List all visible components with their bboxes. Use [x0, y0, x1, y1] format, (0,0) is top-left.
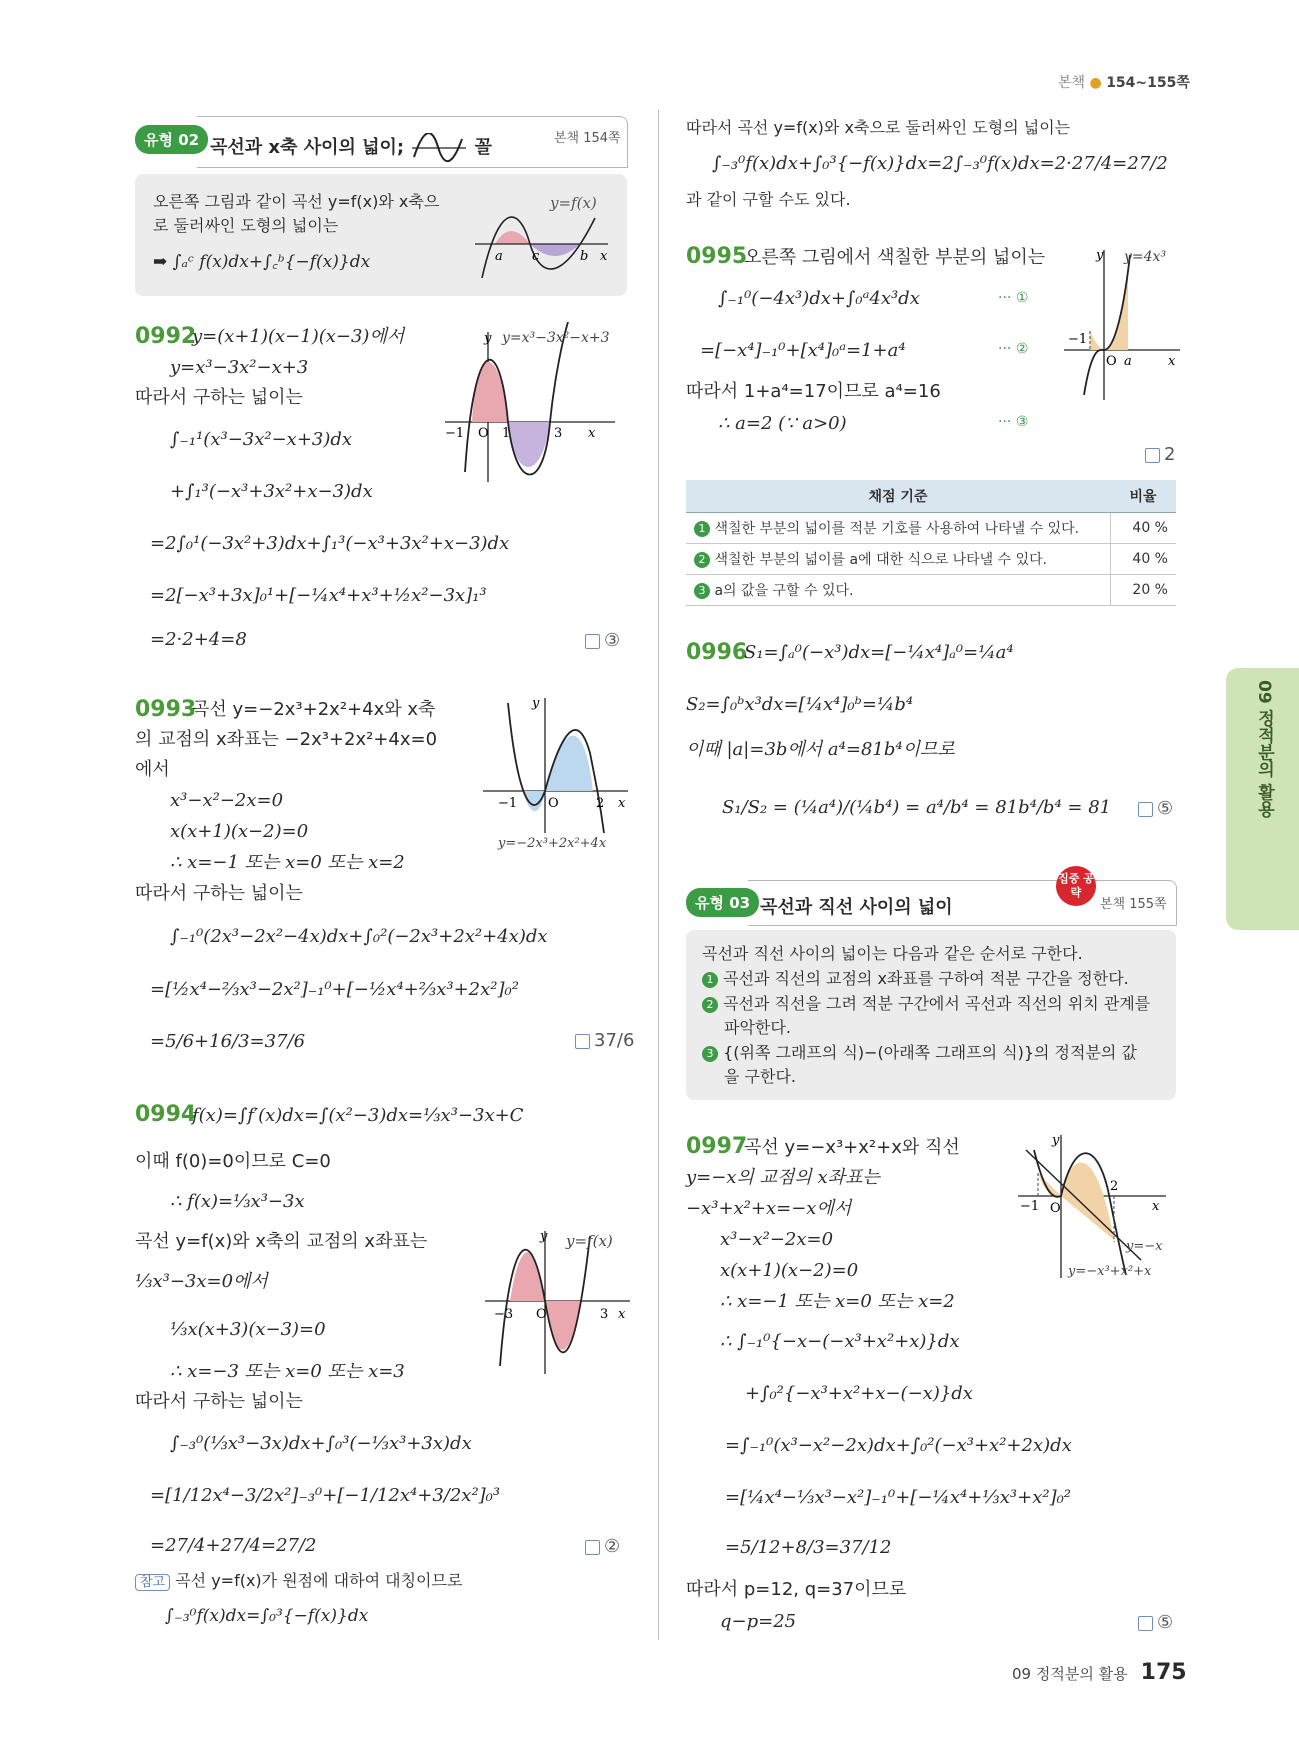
- p0993-graph-label: y=−2x³+2x²+4x: [498, 836, 607, 851]
- p0994-note-line-2: ∫₋₃⁰f(x)dx=∫₀³{−f(x)}dx: [165, 1606, 369, 1626]
- scoring-header-row: [686, 480, 1176, 513]
- p0993-tick-o: O: [548, 796, 559, 811]
- p0994-line-5: ⅓x³−3x=0에서: [135, 1271, 268, 1292]
- type03-ref: 본책 155쪽: [1100, 897, 1167, 912]
- p0992-line-5: +∫₁³(−x³+3x²+x−3)dx: [170, 481, 373, 502]
- p0993-line-7: 따라서 구하는 넓이는: [135, 883, 303, 904]
- p0992-line-6: =2∫₀¹(−3x²+3)dx+∫₁³(−x³+3x²+x−3)dx: [150, 533, 510, 554]
- p0997-line-2: y=−x의 교점의 x좌표는: [686, 1167, 880, 1188]
- scoring-text: [686, 513, 1110, 544]
- p0995-line-5: ∴ a=2 (∵ a>0): [718, 413, 847, 434]
- p0994-line-2: 이때 f(0)=0이므로 C=0: [135, 1151, 331, 1172]
- p0995-line-4: 따라서 1+a⁴=17이므로 a⁴=16: [686, 381, 941, 402]
- p0992-line-3: 따라서 구하는 넓이는: [135, 387, 303, 408]
- answer-icon: [1138, 802, 1153, 817]
- footer-chapter: 09 정적분의 활용: [1012, 1665, 1128, 1683]
- p0995-line-1: 오른쪽 그림에서 색칠한 부분의 넓이는: [744, 247, 1046, 268]
- p0994-note: [135, 1568, 462, 1591]
- scoring-pct-2: 40 %: [1110, 544, 1176, 575]
- p0993-answer-value: 37/6: [594, 1030, 635, 1051]
- p0994-line-6: ⅓x(x+3)(x−3)=0: [170, 1319, 326, 1340]
- p0996-answer-value: ⑤: [1157, 798, 1174, 819]
- p0997-line-10: =[¼x⁴−⅓x³−x²]₋₁⁰+[−¼x⁴+⅓x³+x²]₀²: [725, 1487, 1072, 1508]
- p0995-step-1-mark: ①: [1015, 290, 1029, 306]
- p0993-line-6: ∴ x=−1 또는 x=0 또는 x=2: [170, 852, 405, 873]
- p0994-line-11: =27/4+27/4=27/2: [150, 1535, 317, 1556]
- p0994-line-9: ∫₋₃⁰(⅓x³−3x)dx+∫₀³(−⅓x³+3x)dx: [170, 1433, 472, 1454]
- type03-intro: 곡선과 직선 사이의 넓이는 다음과 같은 순서로 구한다.: [702, 944, 1083, 963]
- header-pages: 154~155쪽: [1106, 75, 1190, 91]
- p0997-line-13: q−p=25: [720, 1611, 797, 1632]
- p0992-line-2: y=x³−3x²−x+3: [170, 357, 309, 378]
- p0995-step-3-mark: ③: [1015, 414, 1029, 430]
- p0995-tick-x: x: [1168, 354, 1176, 369]
- type02-graph-label: y=f(x): [550, 194, 597, 212]
- p0994-tick-3: 3: [600, 1307, 609, 1322]
- type03-step-3-text: {(위쪽 그래프의 식)−(아래쪽 그래프의 식)}의 정적분의 값: [723, 1043, 1137, 1062]
- p0992-tick-y: y: [484, 331, 492, 346]
- p0997-line-8: +∫₀²{−x³+x²+x−(−x)}dx: [745, 1383, 973, 1404]
- p0992-tick-3: 3: [554, 426, 563, 441]
- answer-icon: [1145, 448, 1160, 463]
- type03-step-1-text: 곡선과 직선의 교점의 x좌표를 구하여 적분 구간을 정한다.: [723, 969, 1129, 988]
- p0994-tick-n3: −3: [494, 1307, 514, 1322]
- column-divider: [658, 110, 659, 1640]
- problem-number-0996: 0996: [686, 640, 748, 665]
- problem-number-0994: 0994: [135, 1102, 197, 1127]
- p0993-answer: [575, 1030, 634, 1051]
- step-mark: 1: [694, 521, 710, 537]
- p0997-line-9: =∫₋₁⁰(x³−x²−2x)dx+∫₀²(−x³+x²+2x)dx: [725, 1435, 1072, 1456]
- header-dot: ●: [1089, 75, 1102, 91]
- scoring-pct-3: 20 %: [1110, 575, 1176, 606]
- p0993-line-2: 의 교점의 x좌표는 −2x³+2x²+4x=0: [135, 729, 438, 750]
- p0997-line-4: x³−x²−2x=0: [720, 1229, 834, 1250]
- p0995-graph: [1062, 245, 1182, 405]
- type02-title-text: 곡선과 x축 사이의 넓이;: [210, 137, 405, 158]
- problem-number-0992: 0992: [135, 324, 197, 349]
- p0993-tick-n1: −1: [498, 796, 518, 811]
- p0993-tick-y: y: [532, 696, 540, 711]
- p0993-line-3: 에서: [135, 759, 170, 780]
- p0997-line-6: ∴ x=−1 또는 x=0 또는 x=2: [720, 1291, 955, 1312]
- p0994-line-8: 따라서 구하는 넓이는: [135, 1391, 303, 1412]
- p0992-answer: [585, 630, 620, 651]
- scoring-text: [686, 575, 1110, 606]
- problem-number-0993: 0993: [135, 697, 197, 722]
- p0995-tick-y: y: [1096, 248, 1104, 263]
- answer-icon: [585, 634, 600, 649]
- scoring-table: [686, 480, 1176, 606]
- p0993-graph: [478, 693, 638, 853]
- type02-desc-1: 오른쪽 그림과 같이 곡선 y=f(x)와 x축으: [153, 192, 440, 211]
- p0994-tick-o: O: [536, 1307, 547, 1322]
- p0993-line-8: ∫₋₁⁰(2x³−2x²−4x)dx+∫₀²(−2x³+2x²+4x)dx: [170, 926, 548, 947]
- p0995-graph-label: y=4x³: [1124, 249, 1167, 265]
- type02-tick-c: c: [532, 249, 540, 264]
- header-book: 본책: [1058, 75, 1086, 91]
- p0997-line-5: x(x+1)(x−2)=0: [720, 1260, 859, 1281]
- p0994-tick-x: x: [618, 1307, 626, 1322]
- p0993-line-1: 곡선 y=−2x³+2x²+4x와 x축: [192, 699, 436, 720]
- type02-title: [210, 133, 492, 163]
- p0994-answer: [585, 1536, 620, 1557]
- right-top-line-2: ∫₋₃⁰f(x)dx+∫₀³{−f(x)}dx=2∫₋₃⁰f(x)dx=2·27/4=27/2: [712, 153, 1168, 174]
- p0995-tick-a: a: [1124, 354, 1132, 369]
- p0992-line-1: y=(x+1)(x−1)(x−3)에서: [192, 326, 405, 347]
- problem-number-0997: 0997: [686, 1134, 748, 1159]
- scoring-pct-1: 40 %: [1110, 513, 1176, 544]
- type03-step-2b: 파악한다.: [724, 1018, 791, 1037]
- right-top-line-3: 과 같이 구할 수도 있다.: [686, 190, 851, 209]
- p0997-answer-value: ⑤: [1157, 1612, 1174, 1633]
- p0995-tick-n1: −1: [1068, 332, 1088, 347]
- type03-step-3: [702, 1041, 1137, 1065]
- answer-icon: [1138, 1616, 1153, 1631]
- type02-tick-a: a: [495, 249, 503, 264]
- scoring-header-ratio: 비율: [1110, 480, 1176, 513]
- type03-step-2: [702, 992, 1150, 1016]
- page-header: [1058, 72, 1190, 92]
- right-top-line-1: 따라서 곡선 y=f(x)와 x축으로 둘러싸인 도형의 넓이는: [686, 118, 1071, 137]
- p0993-tick-x: x: [618, 796, 626, 811]
- p0997-tick-o: O: [1050, 1201, 1061, 1216]
- p0996-line-3: 이때 |a|=3b에서 a⁴=81b⁴이므로: [686, 739, 955, 760]
- p0993-line-9: =[½x⁴−⅔x³−2x²]₋₁⁰+[−½x⁴+⅔x³+2x²]₀²: [150, 979, 519, 1000]
- scoring-text: [686, 544, 1110, 575]
- type03-title: 곡선과 직선 사이의 넓이: [760, 897, 953, 918]
- type03-badge: [1056, 866, 1096, 906]
- p0995-answer: [1145, 444, 1175, 465]
- p0992-line-4: ∫₋₁¹(x³−3x²−x+3)dx: [170, 429, 353, 450]
- p0992-tick-o: O: [478, 426, 489, 441]
- p0997-tick-y: y: [1052, 1133, 1060, 1148]
- p0997-label-line: y=−x: [1126, 1239, 1163, 1254]
- p0997-line-7: ∴ ∫₋₁⁰{−x−(−x³+x²+x)}dx: [720, 1331, 960, 1352]
- table-row: [686, 544, 1176, 575]
- type03-tag: 유형 03: [686, 888, 759, 917]
- p0992-tick-1: 1: [502, 426, 511, 441]
- step-mark: 2: [702, 997, 718, 1013]
- scoring-text-2: 색칠한 부분의 넓이를 a에 대한 식으로 나타낼 수 있다.: [714, 552, 1048, 568]
- step-mark: 3: [702, 1046, 718, 1062]
- p0996-line-2: S₂=∫₀ᵇx³dx=[¼x⁴]₀ᵇ=¼b⁴: [686, 694, 914, 715]
- scoring-text-3: a의 값을 구할 수 있다.: [714, 583, 854, 599]
- step-mark: 2: [694, 552, 710, 568]
- p0995-tick-o: O: [1106, 354, 1117, 369]
- p0992-answer-value: ③: [604, 630, 621, 651]
- problem-number-0995: 0995: [686, 244, 748, 269]
- p0992-tick-n1: −1: [445, 426, 465, 441]
- type03-step-3b: 을 구한다.: [724, 1067, 796, 1086]
- answer-icon: [575, 1034, 590, 1049]
- answer-icon: [585, 1540, 600, 1555]
- type02-curve-icon: [410, 133, 468, 163]
- p0992-graph: [440, 322, 630, 487]
- p0994-graph-label: y=f(x): [566, 1232, 613, 1250]
- p0993-line-10: =5/6+16/3=37/6: [150, 1031, 306, 1052]
- p0996-line-4: S₁/S₂ = (¼a⁴)/(¼b⁴) = a⁴/b⁴ = 81b⁴/b⁴ = 81: [722, 797, 1112, 818]
- p0994-answer-value: ②: [604, 1536, 621, 1557]
- p0995-step-3: ··· ③: [998, 414, 1029, 430]
- type02-desc-2: 로 둘러싸인 도형의 넓이는: [153, 216, 339, 235]
- p0993-line-4: x³−x²−2x=0: [170, 790, 284, 811]
- page-footer: [1012, 1660, 1187, 1685]
- p0997-line-1: 곡선 y=−x³+x²+x와 직선: [744, 1137, 960, 1158]
- p0993-tick-2: 2: [596, 796, 605, 811]
- p0997-line-3: −x³+x²+x=−x에서: [686, 1198, 852, 1219]
- p0994-tick-y: y: [540, 1229, 548, 1244]
- p0995-line-3: =[−x⁴]₋₁⁰+[x⁴]₀ᵃ=1+a⁴: [700, 340, 906, 361]
- chapter-side-tab-label: 09 정적분의 활용: [1254, 680, 1274, 818]
- p0997-line-11: =5/12+8/3=37/12: [725, 1537, 892, 1558]
- step-mark: 3: [694, 583, 710, 599]
- p0997-tick-2: 2: [1110, 1179, 1119, 1194]
- page-number: 175: [1140, 1660, 1187, 1685]
- scoring-text-1: 색칠한 부분의 넓이를 적분 기호를 사용하여 나타낼 수 있다.: [714, 521, 1080, 537]
- type03-step-1: [702, 967, 1129, 991]
- p0994-graph: [480, 1226, 635, 1376]
- p0994-line-1: f(x)=∫f′(x)dx=∫(x²−3)dx=⅓x³−3x+C: [192, 1105, 524, 1126]
- p0992-line-8: =2·2+4=8: [150, 629, 247, 650]
- p0994-line-7: ∴ x=−3 또는 x=0 또는 x=3: [170, 1361, 405, 1382]
- type03-badge-text: 집중 공략: [1058, 872, 1094, 899]
- type02-formula: ➡ ∫ₐᶜ f(x)dx+∫꜀ᵇ{−f(x)}dx: [153, 252, 371, 272]
- type02-tick-x: x: [600, 249, 608, 264]
- scoring-header-criteria: 채점 기준: [686, 480, 1110, 513]
- p0995-step-2: ··· ②: [998, 341, 1029, 357]
- p0997-label-curve: y=−x³+x²+x: [1068, 1264, 1152, 1279]
- p0993-line-5: x(x+1)(x−2)=0: [170, 821, 309, 842]
- type02-tick-b: b: [580, 249, 589, 264]
- p0994-note-line-1: 곡선 y=f(x)가 원점에 대하여 대칭이므로: [175, 1571, 463, 1590]
- p0995-answer-value: 2: [1164, 444, 1176, 465]
- table-row: [686, 513, 1176, 544]
- p0994-note-tag: 참고: [135, 1574, 170, 1591]
- p0994-line-10: =[1/12x⁴−3/2x²]₋₃⁰+[−1/12x⁴+3/2x²]₀³: [150, 1485, 501, 1506]
- type03-step-2-text: 곡선과 직선을 그려 적분 구간에서 곡선과 직선의 위치 관계를: [723, 994, 1151, 1013]
- p0995-line-2: ∫₋₁⁰(−4x³)dx+∫₀ᵃ4x³dx: [718, 288, 920, 309]
- p0997-line-12: 따라서 p=12, q=37이므로: [686, 1579, 907, 1600]
- p0992-line-7: =2[−x³+3x]₀¹+[−¼x⁴+x³+½x²−3x]₁³: [150, 585, 487, 606]
- type02-tag: 유형 02: [135, 125, 208, 154]
- type02-title-suffix: 꼴: [474, 137, 493, 158]
- p0997-tick-x: x: [1152, 1199, 1160, 1214]
- p0995-step-2-mark: ②: [1015, 341, 1029, 357]
- type02-ref: 본책 154쪽: [554, 131, 621, 146]
- p0992-tick-x: x: [588, 426, 596, 441]
- p0996-line-1: S₁=∫ₐ⁰(−x³)dx=[−¼x⁴]ₐ⁰=¼a⁴: [744, 642, 1014, 663]
- p0997-answer: [1138, 1612, 1173, 1633]
- p0997-graph: [1016, 1130, 1181, 1280]
- p0994-line-3: ∴ f(x)=⅓x³−3x: [170, 1191, 305, 1212]
- table-row: [686, 575, 1176, 606]
- p0996-answer: [1138, 798, 1173, 819]
- p0994-line-4: 곡선 y=f(x)와 x축의 교점의 x좌표는: [135, 1231, 428, 1252]
- step-mark: 1: [702, 972, 718, 988]
- p0992-graph-label: y=x³−3x²−x+3: [502, 330, 610, 346]
- p0995-step-1: ··· ①: [998, 290, 1029, 306]
- p0997-tick-n1: −1: [1020, 1199, 1040, 1214]
- type02-graph: [470, 188, 620, 288]
